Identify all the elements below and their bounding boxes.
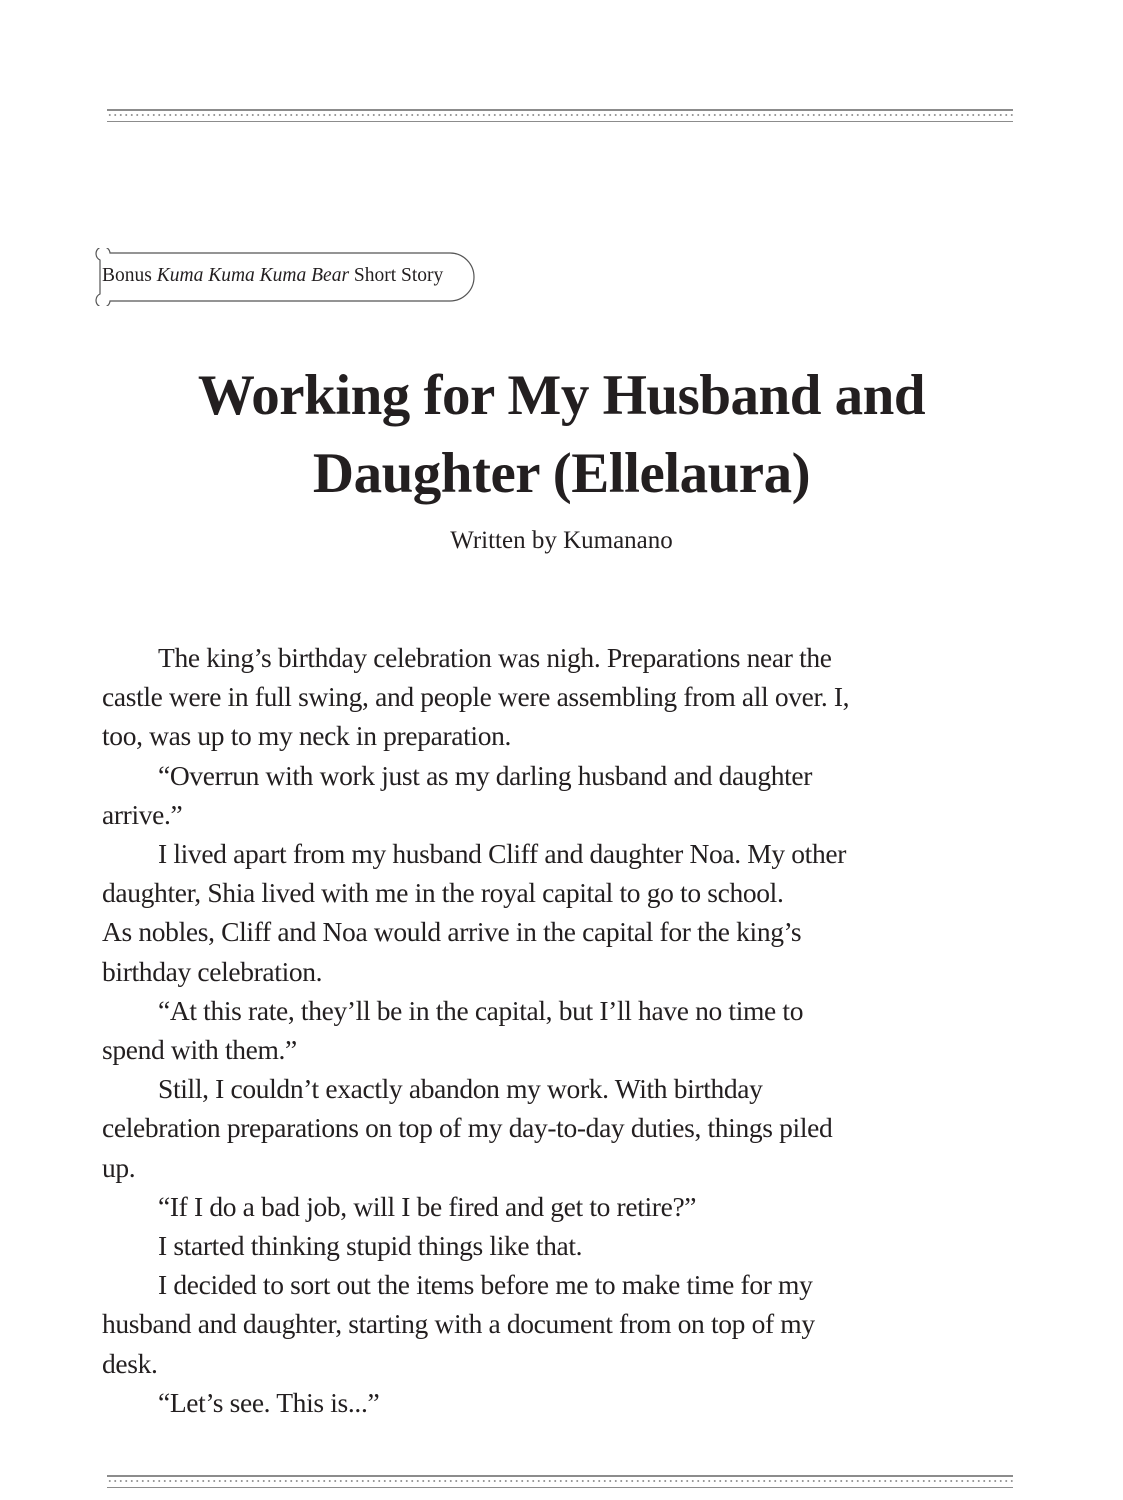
text-line: spend with them.” (102, 1034, 297, 1066)
chapter-title-line: Working for My Husband and (197, 364, 926, 427)
text-line: birthday celebration. (102, 955, 323, 987)
text-line: “Let’s see. This is...” (158, 1386, 380, 1418)
text-line: I decided to sort out the items before me to make time for my (158, 1269, 813, 1301)
chapter-title-line: Daughter (Ellelaura) (312, 442, 811, 505)
tag-prefix: Bonus (102, 265, 157, 286)
text-line: The king’s birthday celebration was nigh. Preparations near the (158, 642, 832, 673)
text-line: castle were in full swing, and people were assembling from all over. I, (102, 681, 850, 713)
text-line: I started thinking stupid things like that. (158, 1230, 583, 1262)
text-line: “At this rate, they’ll be in the capital, but I’ll have no time to (158, 994, 804, 1026)
paragraph (102, 756, 1002, 834)
paragraph (102, 1383, 1002, 1422)
tag-suffix: Short Story (349, 265, 444, 286)
paragraph (102, 1226, 1002, 1265)
paragraph (102, 834, 1002, 912)
top-decorative-rule (107, 109, 1013, 122)
paragraph (102, 991, 1002, 1069)
paragraph (102, 912, 1002, 990)
text-line: husband and daughter, starting with a document from on top of my (102, 1308, 815, 1340)
rule-line (107, 1487, 1013, 1489)
rule-dots (107, 114, 1013, 116)
bottom-decorative-rule (107, 1475, 1013, 1488)
text-line: I lived apart from my husband Cliff and daughter Noa. My other (158, 838, 847, 870)
series-title: Kuma Kuma Kuma Bear (156, 265, 350, 286)
text-line: As nobles, Cliff and Noa would arrive in the capital for the king’s (102, 916, 802, 948)
text-line: desk. (102, 1347, 158, 1379)
paragraph (102, 1187, 1002, 1226)
text-line: celebration preparations on top of my day-to-day duties, things piled (102, 1112, 833, 1144)
series-tag (90, 248, 480, 306)
paragraph (102, 638, 1002, 756)
rule-line (107, 1475, 1013, 1477)
rule-line (107, 121, 1013, 123)
series-tag-text (102, 265, 443, 287)
text-line: too, was up to my neck in preparation. (102, 720, 512, 752)
text-line: Still, I couldn’t exactly abandon my work. With birthday (158, 1073, 763, 1105)
chapter-title (0, 357, 1123, 513)
rule-dots (107, 1480, 1013, 1482)
story-body (102, 638, 1002, 1422)
text-line: “If I do a bad job, will I be fired and get to retire?” (158, 1190, 697, 1222)
paragraph (102, 1069, 1002, 1187)
byline: Written by Kumanano (450, 527, 673, 554)
text-line: “Overrun with work just as my darling husband and daughter (158, 759, 813, 791)
rule-line (107, 109, 1013, 111)
paragraph (102, 1265, 1002, 1383)
text-line: arrive.” (102, 798, 183, 830)
text-line: daughter, Shia lived with me in the royal capital to go to school. (102, 877, 784, 909)
text-line: up. (102, 1151, 136, 1183)
